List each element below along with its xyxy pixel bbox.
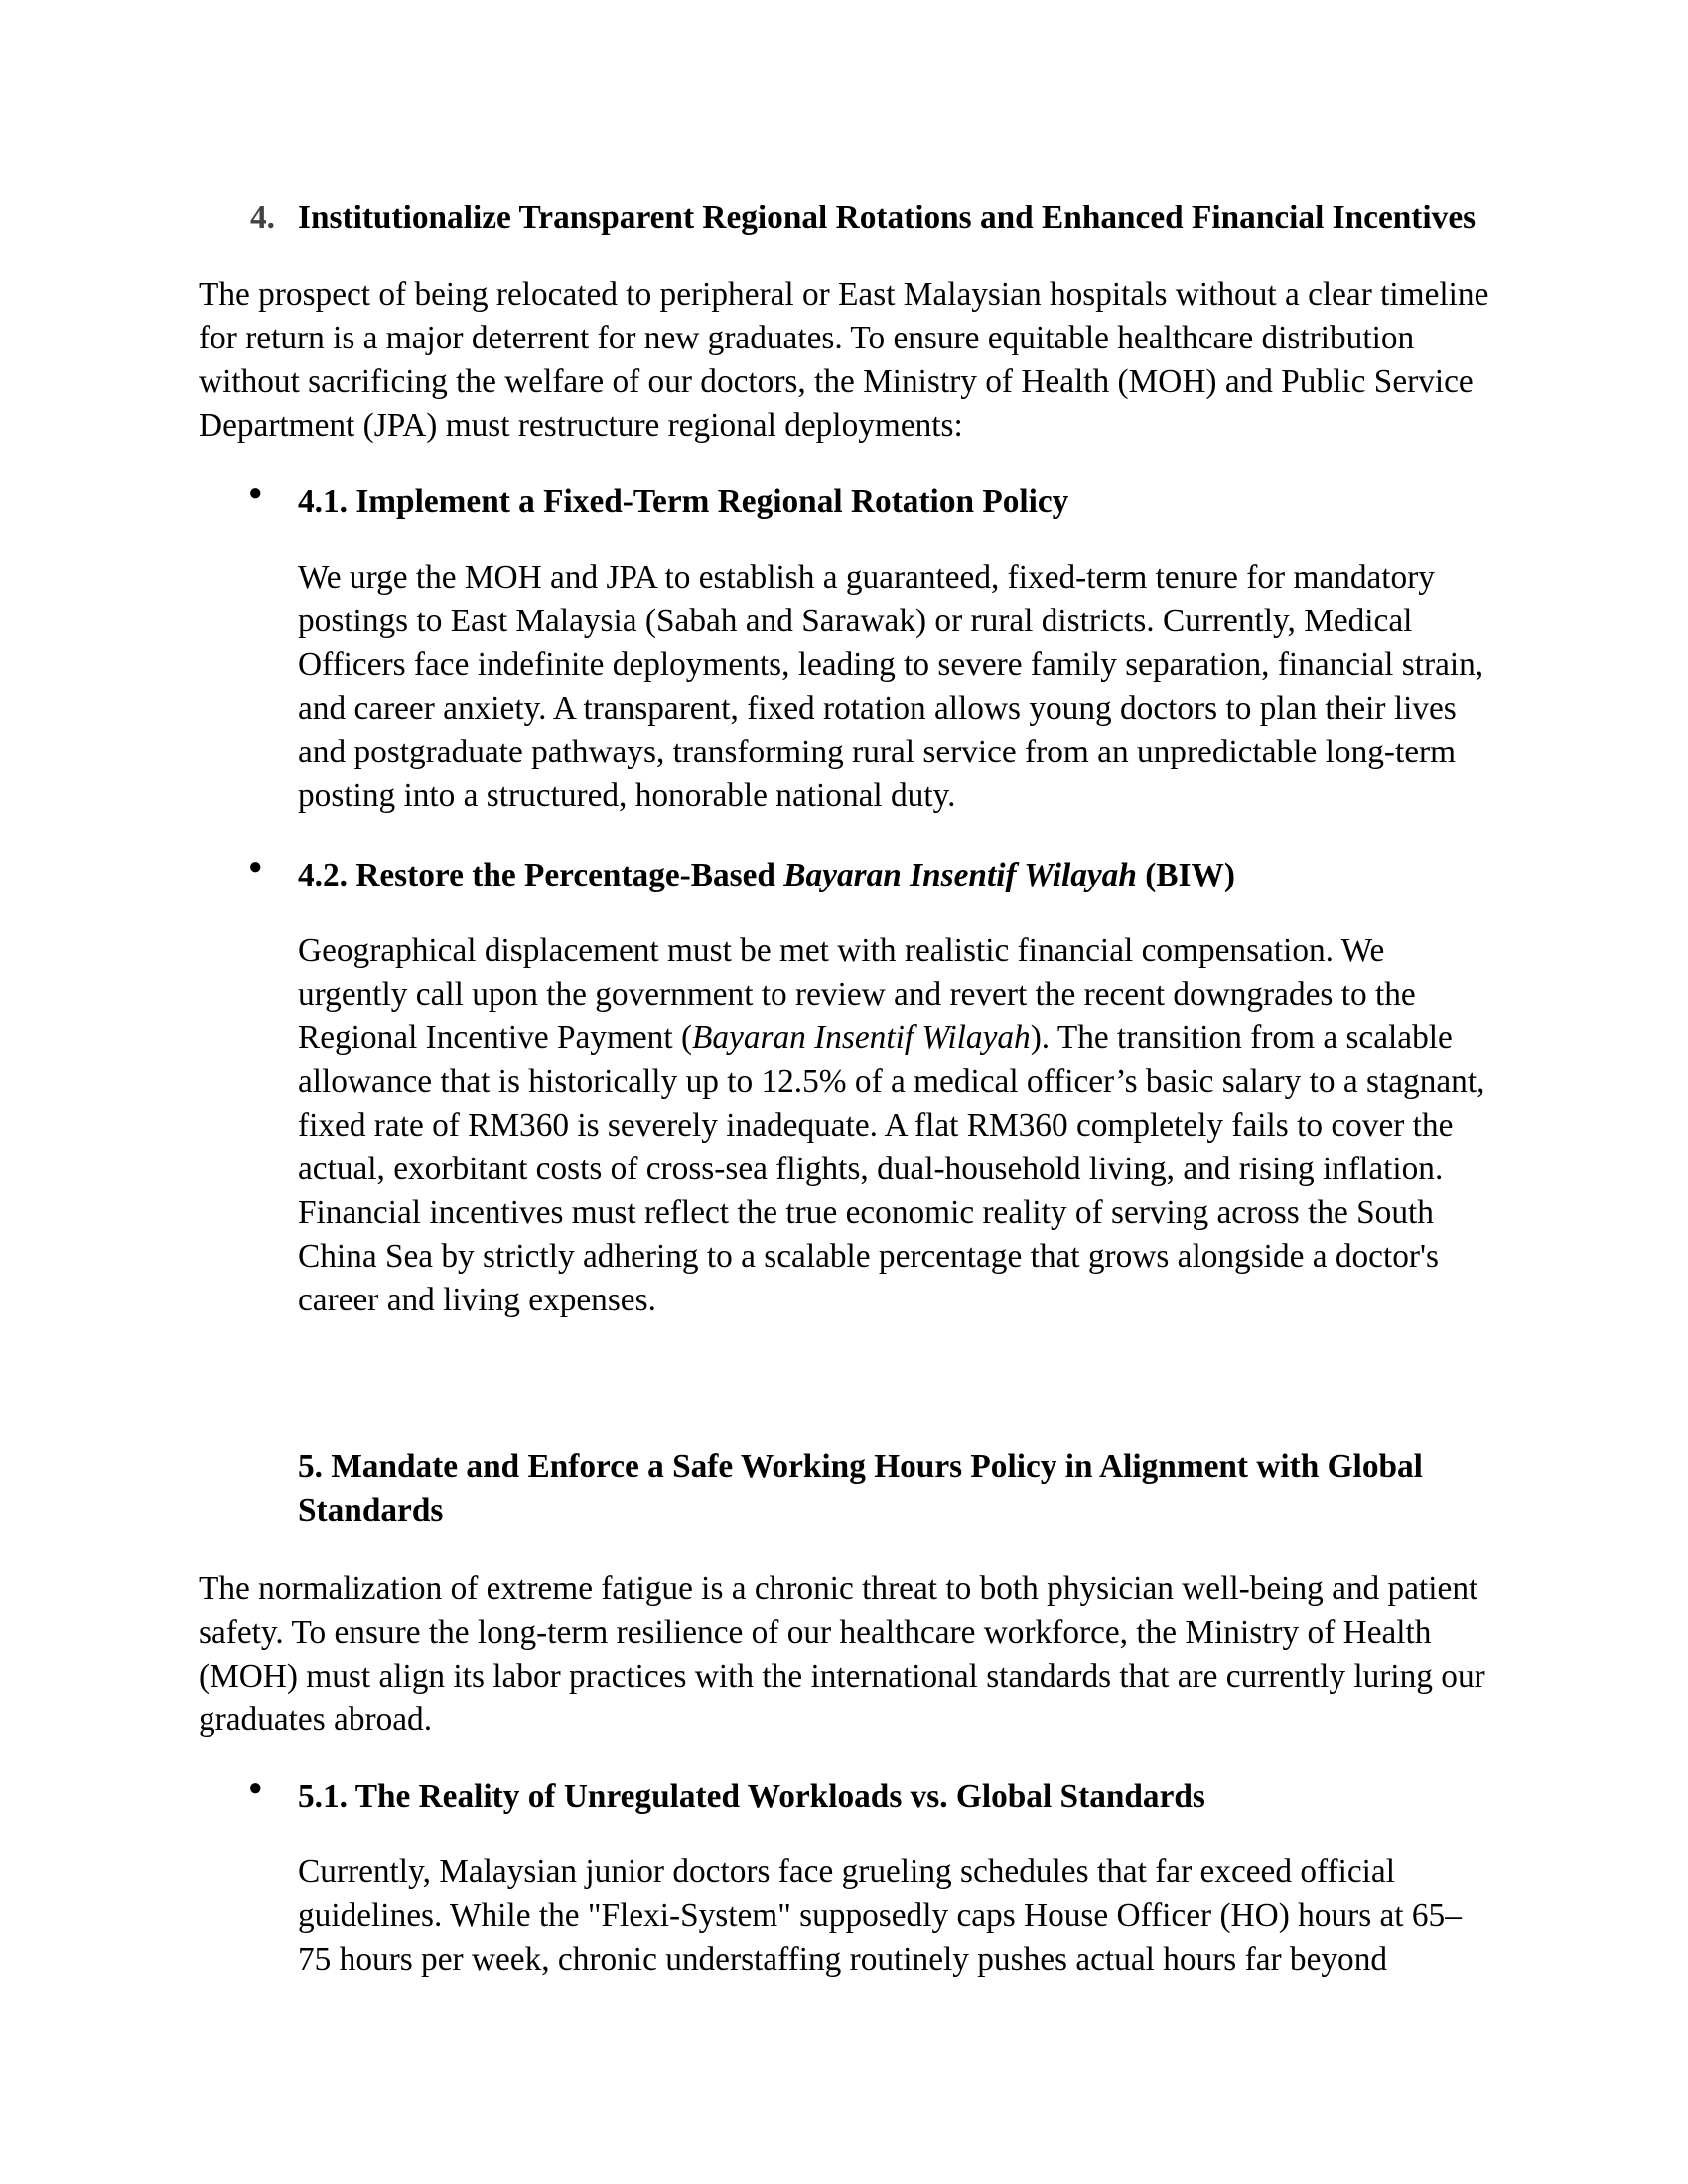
bullet-icon: ● [248,1775,263,1801]
subsection-4-1-body: We urge the MOH and JPA to establish a guaranteed, fixed-term tenure for mandatory postings to East Malaysia (Sabah and Sarawak) or rural districts. Currently, Medical Officers face indefinite deployments, leading to severe family separation, financial strain, and career anxiety. A transparent, fixed rotation allows young doctors to plan their lives and postgraduate pathways, transforming rural service from an unpredictable long-term posting into a structured, honorable national duty. [298,559,1484,814]
section-5-title: 5. Mandate and Enforce a Safe Working Hours Policy in Alignment with Global Standards [298,1448,1423,1529]
subsection-5-1-title: 5.1. The Reality of Unregulated Workloads vs. Global Standards [298,1778,1205,1815]
subsection-4-2-title-italic: Bayaran Insentif Wilayah [783,857,1137,893]
bullet-icon: ● [248,480,263,506]
subsection-4-2-title-prefix: 4.2. Restore the Percentage-Based [298,857,784,893]
section-4-number: 4. [250,200,275,236]
section-5-intro: The normalization of extreme fatigue is a chronic threat to both physician well-being and patient safety. To ensure the long-term resilience of our healthcare workforce, the Ministry of Health (MOH) must align its labor practices with the international standards that are currently luring our graduates abroad. [199,1570,1485,1738]
section-4-intro: The prospect of being relocated to peripheral or East Malaysian hospitals without a clear timeline for return is a major deterrent for new graduates. To ensure equitable healthcare distribution without sacrificing the welfare of our doctors, the Ministry of Health (MOH) and Public Service Department (JPA) must restructure regional deployments: [199,276,1489,444]
subsection-4-2-title-suffix: (BIW) [1136,857,1235,893]
bullet-icon: ● [248,854,263,880]
subsection-4-2-title [298,854,1489,897]
subsection-4-2-body-part2: ). The transition from a scalable allowance that is historically up to 12.5% of a medical officer’s basic salary to a stagnant, fixed rate of RM360 is severely inadequate. A flat RM360 completely fails to cover the actual, exorbitant costs of cross-sea flights, dual-household living, and rising inflation. Financial incentives must reflect the true economic reality of serving across the South China Sea by strictly adhering to a scalable percentage that grows alongside a doctor's career and living expenses. [298,1020,1485,1318]
subsection-5-1-body: Currently, Malaysian junior doctors face grueling schedules that far exceed official guidelines. While the "Flexi-System" supposedly caps House Officer (HO) hours at 65–75 hours per week, chronic understaffing routinely pushes actual hours far beyond [298,1853,1462,1978]
subsection-4-2-body-part1: Geographical displacement must be met with realistic financial compensation. We urgently call upon the government to review and revert the recent downgrades to the Regional Incentive Payment ( [298,932,1416,1056]
subsection-4-1-title: 4.1. Implement a Fixed-Term Regional Rotation Policy [298,483,1069,520]
subsection-4-2-body [298,929,1489,1322]
subsection-4-2-body-italic: Bayaran Insentif Wilayah [692,1020,1031,1056]
section-4-title: Institutionalize Transparent Regional Rotations and Enhanced Financial Incentives [298,200,1477,236]
